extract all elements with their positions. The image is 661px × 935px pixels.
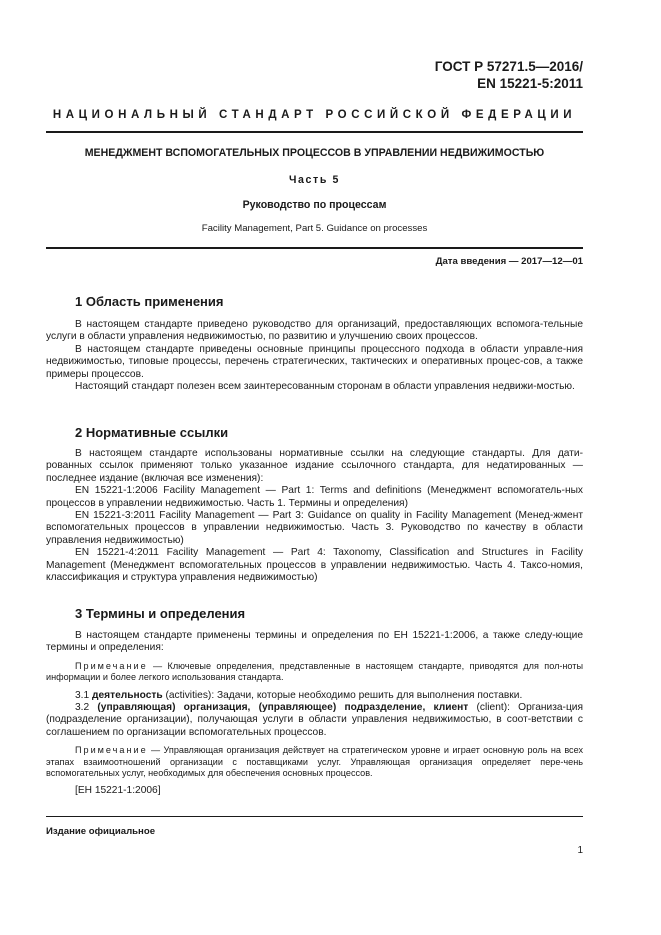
section-3-heading: 3 Термины и определения [75, 606, 246, 621]
section-1-heading: 1 Область применения [75, 294, 224, 309]
standard-number-line2: EN 15221-5:2011 [477, 76, 583, 91]
term-definition [46, 702, 583, 739]
document-title: МЕНЕДЖМЕНТ ВСПОМОГАТЕЛЬНЫХ ПРОЦЕССОВ В УПРАВЛЕНИИ НЕДВИЖИМОСТЬЮ [84, 147, 545, 159]
paragraph: В настоящем стандарте использованы нормативные ссылки на следующие стандарты. Для дати-рованных ссылок применяют только указанное издание ссылочного стандарта, для недатированных — последнее издание (включая все изменения): [46, 448, 583, 484]
paragraph: Настоящий стандарт полезен всем заинтересованным сторонам в области управления недвижи-мостью. [75, 381, 575, 393]
title-divider [46, 247, 583, 249]
english-title: Facility Management, Part 5. Guidance on processes [201, 223, 428, 234]
paragraph: В настоящем стандарте приведено руководство для организаций, предоставляющих вспомога-тельные услуги в области управления недвижимостью, по развитию и улучшению своих процессов. [46, 319, 583, 343]
paragraph: В настоящем стандарте применены термины и определения по ЕН 15221-1:2006, а также следу-ющие термины и определения: [46, 630, 583, 654]
document-subtitle: Руководство по процессам [242, 199, 387, 211]
section-2-heading: 2 Нормативные ссылки [75, 425, 229, 440]
section-2-body [46, 448, 583, 584]
national-standard-banner: НАЦИОНАЛЬНЫЙ СТАНДАРТ РОССИЙСКОЙ ФЕДЕРАЦИИ [52, 109, 577, 121]
term-text: (activities): Задачи, которые необходимо решить для выполнения поставки. [162, 689, 523, 701]
standard-number [435, 58, 583, 92]
note-label: Примечание [75, 745, 148, 756]
source-reference: [ЕН 15221-1:2006] [75, 785, 161, 797]
term-text: (client): Организа-ция (подразделение организации), получающая услуги в области управления недвижимостью, в соот-ветствии с соглашением по организации вспомогательных процессов. [46, 702, 583, 738]
term-definition [46, 690, 583, 702]
term-name: (управляющая) организация, (управляющее) подразделение, клиент [97, 702, 469, 714]
note-label: Примечание [75, 660, 148, 671]
term-number: 3.2 [75, 702, 98, 714]
note [46, 661, 583, 684]
page-number: 1 [577, 845, 583, 856]
paragraph: В настоящем стандарте приведены основные принципы процессного подхода в области управле-ния недвижимостью, типовые процессы, перечень стратегических, тактических и оперативных процес-сов, а также примеры процессов. [46, 343, 583, 380]
standard-number-line1: ГОСТ Р 57271.5—2016/ [434, 59, 583, 74]
term-name: деятельность [92, 689, 163, 701]
reference-item: EN 15221-1:2006 Facility Management — Part 1: Terms and definitions (Менеджмент вспомогатель-ных процессов в управлении недвижимостью. Часть 1. Термины и определения) [46, 485, 583, 509]
section-1-body [46, 319, 583, 393]
reference-item: EN 15221-3:2011 Facility Management — Part 3: Guidance on quality in Facility Management (Менед-жмент вспомогательных процессов в управлении недвижимостью. Часть 3. Руководство по качеству в области управления недвижимостью) [46, 510, 583, 546]
term-number: 3.1 [75, 689, 92, 701]
introduction-date: Дата введения — 2017—12—01 [435, 256, 583, 267]
reference-item: EN 15221-4:2011 Facility Management — Part 4: Taxonomy, Classification and Structures in Facility Management (Менеджмент вспомогательных процессов в управлении недвижимостью. Часть 4. Таксо-номия, классификация и структура управления недвижимостью) [46, 547, 583, 584]
document-part: Часть 5 [289, 174, 340, 186]
header-divider [46, 131, 583, 133]
note-text: — Ключевые определения, представленные в настоящем стандарте, приводятся для пол-ноты информации и более легкого использования стандарта. [46, 660, 583, 683]
footer-divider [46, 816, 583, 817]
note [46, 745, 583, 779]
note-text: — Управляющая организация действует на стратегическом уровне и играет основную роль на всех этапах взаимоотношений организации с поставщиками услуг. Управляющая организация определяет пере-чень вспомогательных услуг, необходимых для обеспечения основных процессов. [46, 745, 583, 779]
section-3-body [46, 630, 583, 798]
edition-label: Издание официальное [46, 826, 156, 837]
